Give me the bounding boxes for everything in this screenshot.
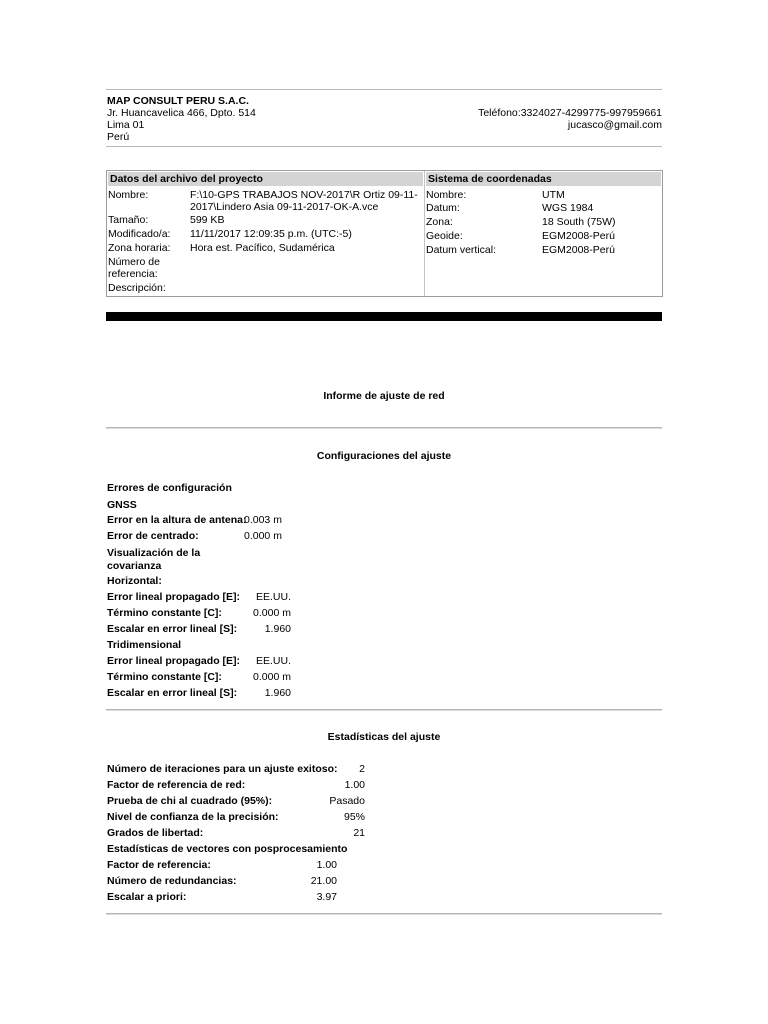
project-desc-label: Descripción: — [108, 282, 166, 294]
chi-square-label: Prueba de chi al cuadrado (95%): — [107, 795, 273, 807]
project-header: Datos del archivo del proyecto — [108, 172, 423, 186]
errors-title: Errores de configuración — [107, 482, 232, 494]
project-modified-label: Modificado/a: — [108, 228, 171, 240]
covariance-title-2: covarianza — [107, 560, 162, 572]
project-size-value: 599 KB — [190, 214, 225, 226]
redundancy-value: 21.00 — [310, 875, 337, 887]
project-tz-label: Zona horaria: — [108, 242, 171, 254]
settings-title: Configuraciones del ajuste — [316, 450, 452, 462]
company-country: Perú — [107, 131, 130, 143]
h-constant-label: Término constante [C]: — [107, 607, 222, 619]
h-propagated-error-label: Error lineal propagado [E]: — [107, 591, 241, 603]
chi-square-value: Pasado — [329, 795, 365, 807]
coords-zone-value: 18 South (75W) — [542, 216, 616, 228]
project-name-value-1: F:\10-GPS TRABAJOS NOV-2017\R Ortiz 09-11- — [190, 189, 418, 201]
centering-error-value: 0.000 m — [244, 530, 282, 542]
company-header — [106, 89, 662, 147]
dof-value: 21 — [353, 827, 365, 839]
threed-label: Tridimensional — [107, 639, 182, 651]
project-tz-value: Hora est. Pacífico, Sudamérica — [190, 242, 335, 254]
covariance-title-1: Visualización de la — [107, 547, 201, 559]
company-email: jucasco@gmail.com — [567, 119, 662, 131]
t-scale-value: 1.960 — [264, 687, 291, 699]
project-modified-value: 11/11/2017 12:09:35 p.m. (UTC:-5) — [190, 228, 352, 240]
project-ref-label-2: referencia: — [108, 268, 158, 280]
coords-datum-label: Datum: — [426, 202, 460, 214]
coords-geoid-label: Geoide: — [426, 230, 463, 242]
black-divider-bar — [106, 312, 662, 321]
separator — [106, 709, 662, 711]
coords-header: Sistema de coordenadas — [426, 172, 661, 186]
h-scale-label: Escalar en error lineal [S]: — [107, 623, 238, 635]
h-scale-value: 1.960 — [264, 623, 291, 635]
ref-factor-label: Factor de referencia: — [107, 859, 211, 871]
confidence-label: Nivel de confianza de la precisión: — [107, 811, 279, 823]
stats-title: Estadísticas del ajuste — [327, 731, 441, 743]
h-propagated-error-value: EE.UU. — [255, 591, 291, 603]
postprocess-title: Estadísticas de vectores con posprocesamiento — [107, 843, 348, 855]
project-name-label: Nombre: — [108, 189, 149, 201]
company-name: MAP CONSULT PERU S.A.C. — [107, 95, 249, 107]
redundancy-label: Número de redundancias: — [107, 875, 237, 887]
network-ref-factor-value: 1.00 — [344, 779, 365, 791]
ref-factor-value: 1.00 — [316, 859, 337, 871]
t-constant-label: Término constante [C]: — [107, 671, 222, 683]
coords-name-value: UTM — [542, 189, 565, 201]
project-ref-label-1: Número de — [108, 256, 160, 268]
apriori-scalar-label: Escalar a priori: — [107, 891, 187, 903]
company-city: Lima 01 — [107, 119, 145, 131]
company-phone: Teléfono:3324027-4299775-997959661 — [478, 107, 662, 119]
coords-geoid-value: EGM2008-Perú — [542, 230, 615, 242]
coords-vdatum-label: Datum vertical: — [426, 244, 497, 256]
centering-error-label: Error de centrado: — [107, 530, 199, 542]
antenna-error-label: Error en la altura de antena: — [107, 514, 247, 526]
t-constant-value: 0.000 m — [253, 671, 291, 683]
dof-label: Grados de libertad: — [107, 827, 204, 839]
iterations-value: 2 — [359, 763, 365, 775]
network-ref-factor-label: Factor de referencia de red: — [107, 779, 246, 791]
report-title: Informe de ajuste de red — [323, 390, 445, 402]
company-address: Jr. Huancavelica 466, Dpto. 514 — [107, 107, 256, 119]
t-scale-label: Escalar en error lineal [S]: — [107, 687, 238, 699]
gnss-label: GNSS — [107, 499, 137, 511]
t-propagated-error-value: EE.UU. — [255, 655, 291, 667]
h-constant-value: 0.000 m — [253, 607, 291, 619]
project-info-table — [106, 170, 663, 297]
project-name-value-2: 2017\Lindero Asia 09-11-2017-OK-A.vce — [190, 201, 379, 213]
horizontal-label: Horizontal: — [107, 575, 162, 587]
table-divider — [424, 171, 425, 296]
coords-vdatum-value: EGM2008-Perú — [542, 244, 615, 256]
coords-datum-value: WGS 1984 — [542, 202, 594, 214]
iterations-label: Número de iteraciones para un ajuste exitoso: — [107, 763, 338, 775]
confidence-value: 95% — [343, 811, 365, 823]
coords-name-label: Nombre: — [426, 189, 467, 201]
apriori-scalar-value: 3.97 — [316, 891, 337, 903]
separator — [106, 913, 662, 915]
separator — [106, 427, 662, 429]
antenna-error-value: 0.003 m — [244, 514, 282, 526]
project-size-label: Tamaño: — [108, 214, 149, 226]
t-propagated-error-label: Error lineal propagado [E]: — [107, 655, 241, 667]
coords-zone-label: Zona: — [426, 216, 453, 228]
